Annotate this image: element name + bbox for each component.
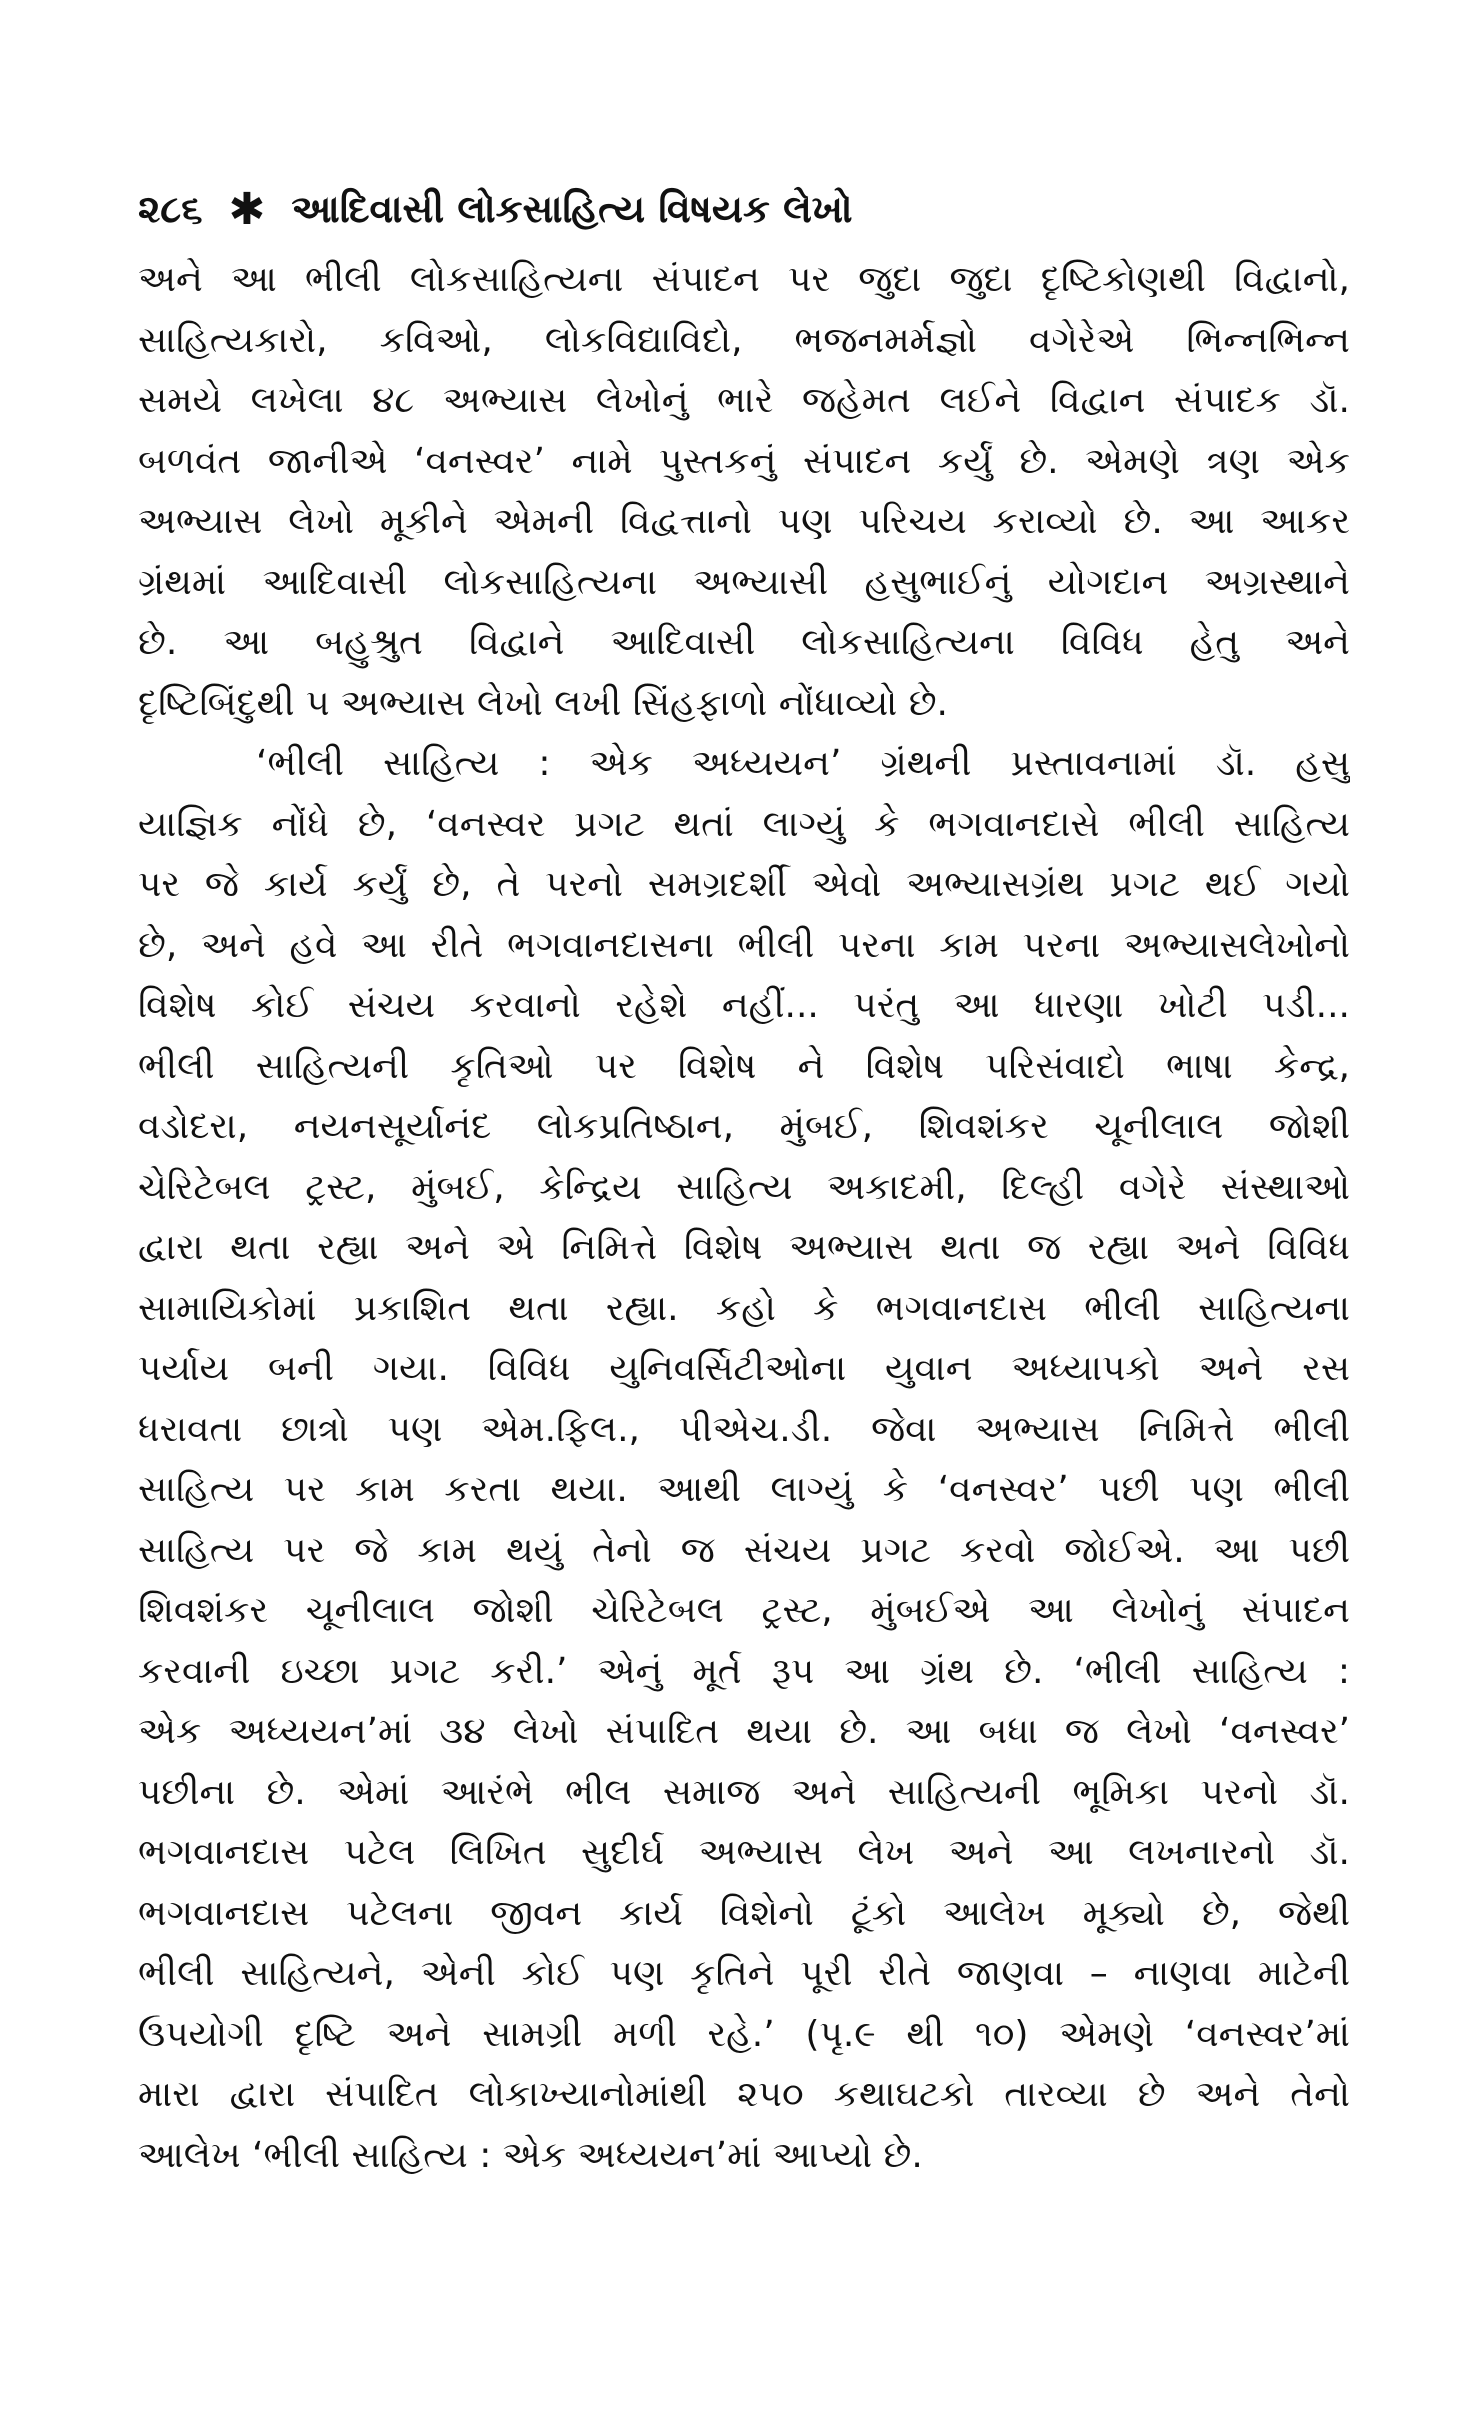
- text-line: અભ્યાસ લેખો મૂકીને એમની વિદ્વત્તાનો પણ પરિચય કરાવ્યો છે. આ આકર: [138, 501, 1350, 542]
- text-line: શિવશંકર ચૂનીલાલ જોશી ચેરિટેબલ ટ્રસ્ટ, મુંબઈએ આ લેખોનું સંપાદન: [138, 1590, 1350, 1631]
- body-text: [138, 250, 1350, 2186]
- text-line: ઉપયોગી દૃષ્ટિ અને સામગ્રી મળી રહે.’ (પૃ.૯ થી ૧૦) એમણે ‘વનસ્વર’માં: [138, 2013, 1350, 2055]
- text-line: પછીના છે. એમાં આરંભે ભીલ સમાજ અને સાહિત્યની ભૂમિકા પરનો ડૉ.: [138, 1771, 1350, 1813]
- text-line: પર જે કાર્ય કર્યું છે, તે પરનો સમગ્રદર્શી એવો અભ્યાસગ્રંથ પ્રગટ થઈ ગયો: [138, 864, 1350, 905]
- text-line: ભગવાનદાસ પટેલ લિખિત સુદીર્ઘ અભ્યાસ લેખ અને આ લખનારનો ડૉ.: [138, 1832, 1350, 1873]
- paragraph-2: [138, 734, 1350, 2186]
- text-line: દ્વારા થતા રહ્યા અને એ નિમિત્તે વિશેષ અભ્યાસ થતા જ રહ્યા અને વિવિધ: [138, 1227, 1350, 1268]
- text-line: સાહિત્ય પર જે કામ થયું તેનો જ સંચય પ્રગટ કરવો જોઈએ. આ પછી: [138, 1529, 1350, 1571]
- asterisk-separator-icon: ✱: [228, 183, 266, 235]
- text-line: છે. આ બહુશ્રુત વિદ્વાને આદિવાસી લોકસાહિત્યના વિવિધ હેતુ અને: [138, 622, 1350, 663]
- text-line: ભગવાનદાસ પટેલના જીવન કાર્ય વિશેનો ટૂંકો આલેખ મૂક્યો છે, જેથી: [138, 1892, 1350, 1934]
- text-line: સમયે લખેલા ૪૮ અભ્યાસ લેખોનું ભારે જહેમત લઈને વિદ્વાન સંપાદક ડૉ.: [138, 380, 1350, 421]
- running-header: [138, 178, 1338, 240]
- page-number: ૨૮૬: [138, 186, 203, 231]
- text-line: ગ્રંથમાં આદિવાસી લોકસાહિત્યના અભ્યાસી હસુભાઈનું યોગદાન અગ્રસ્થાને: [138, 561, 1350, 603]
- text-line: ચેરિટેબલ ટ્રસ્ટ, મુંબઈ, કેન્દ્રિય સાહિત્ય અકાદમી, દિલ્હી વગેરે સંસ્થાઓ: [138, 1166, 1350, 1208]
- paragraph-1: [138, 250, 1350, 734]
- text-line: સાહિત્ય પર કામ કરતા થયા. આથી લાગ્યું કે ‘વનસ્વર’ પછી પણ ભીલી: [138, 1469, 1350, 1510]
- text-line: એક અધ્યયન’માં ૩૪ લેખો સંપાદિત થયા છે. આ બધા જ લેખો ‘વનસ્વર’: [138, 1711, 1350, 1752]
- text-line: ભીલી સાહિત્યની કૃતિઓ પર વિશેષ ને વિશેષ પરિસંવાદો ભાષા કેન્દ્ર,: [138, 1045, 1350, 1087]
- text-line: ધરાવતા છાત્રો પણ એમ.ફિલ., પીએચ.ડી. જેવા અભ્યાસ નિમિત્તે ભીલી: [138, 1408, 1350, 1450]
- text-line: મારા દ્વારા સંપાદિત લોકાખ્યાનોમાંથી ૨૫૦ કથાઘટકો તારવ્યા છે અને તેનો: [138, 2074, 1350, 2115]
- text-line: સાહિત્યકારો, કવિઓ, લોકવિદ્યાવિદો, ભજનમર્મજ્ઞો વગેરેએ ભિન્નભિન્ન: [138, 319, 1350, 361]
- text-line: પર્યાય બની ગયા. વિવિધ યુનિવર્સિટીઓના યુવાન અધ્યાપકો અને રસ: [138, 1348, 1350, 1389]
- text-line: કરવાની ઇચ્છા પ્રગટ કરી.’ એનું મૂર્ત રૂપ આ ગ્રંથ છે. ‘ભીલી સાહિત્ય :: [138, 1650, 1350, 1692]
- text-line: ભીલી સાહિત્યને, એની કોઈ પણ કૃતિને પૂરી રીતે જાણવા – નાણવા માટેની: [138, 1953, 1350, 1994]
- text-line: યાજ્ઞિક નોંધે છે, ‘વનસ્વર પ્રગટ થતાં લાગ્યું કે ભગવાનદાસે ભીલી સાહિત્ય: [138, 803, 1350, 845]
- text-line: દૃષ્ટિબિંદુથી ૫ અભ્યાસ લેખો લખી સિંહફાળો નોંધાવ્યો છે.: [138, 682, 948, 724]
- text-line: સામાયિકોમાં પ્રકાશિત થતા રહ્યા. કહો કે ભગવાનદાસ ભીલી સાહિત્યના: [138, 1287, 1350, 1329]
- text-line: આલેખ ‘ભીલી સાહિત્ય : એક અધ્યયન’માં આપ્યો છે.: [138, 2134, 923, 2176]
- text-line: છે, અને હવે આ રીતે ભગવાનદાસના ભીલી પરના કામ પરના અભ્યાસલેખોનો: [138, 924, 1350, 966]
- text-line: વડોદરા, નયનસૂર્યાનંદ લોકપ્રતિષ્ઠાન, મુંબઈ, શિવશંકર ચૂનીલાલ જોશી: [138, 1106, 1350, 1147]
- text-line: ‘ભીલી સાહિત્ય : એક અધ્યયન’ ગ્રંથની પ્રસ્તાવનામાં ડૉ. હસુ: [256, 743, 1350, 784]
- text-line: બળવંત જાનીએ ‘વનસ્વર’ નામે પુસ્તકનું સંપાદન કર્યું છે. એમણે ત્રણ એક: [138, 440, 1350, 482]
- text-line: વિશેષ કોઈ સંચય કરવાનો રહેશે નહીં... પરંતુ આ ધારણા ખોટી પડી...: [138, 985, 1350, 1026]
- text-line: અને આ ભીલી લોકસાહિત્યના સંપાદન પર જુદા જુદા દૃષ્ટિકોણથી વિદ્વાનો,: [138, 259, 1350, 300]
- running-title: આદિવાસી લોકસાહિત્ય વિષયક લેખો: [291, 186, 853, 231]
